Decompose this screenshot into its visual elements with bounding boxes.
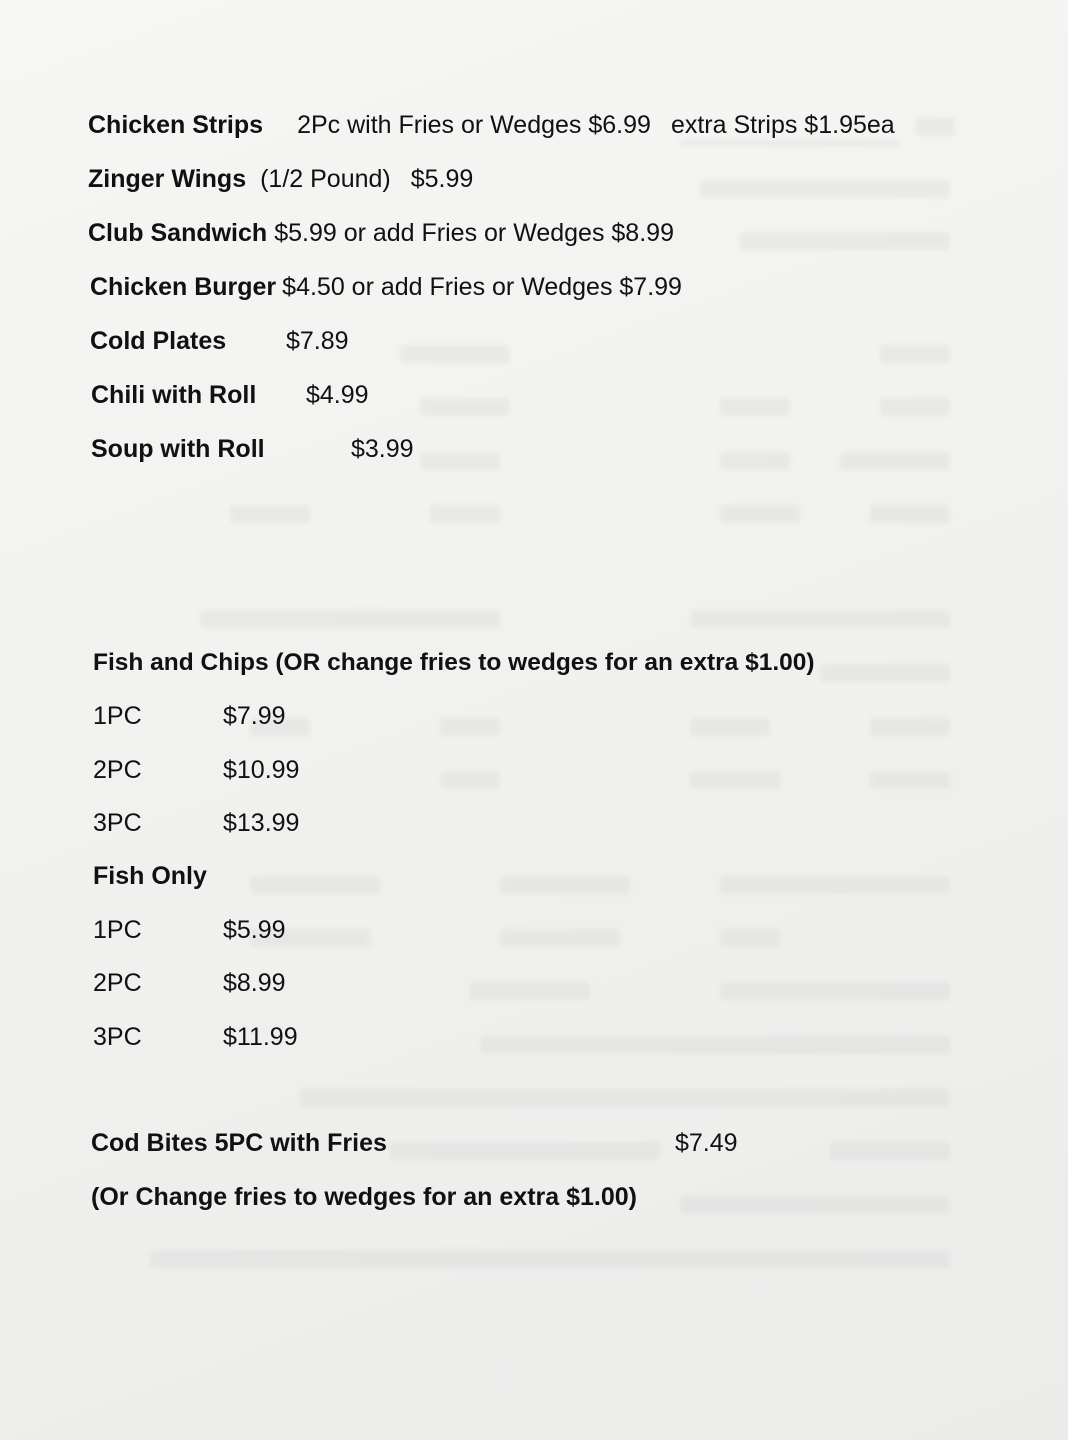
fish-only-row-label: 3PC: [93, 1023, 142, 1051]
cod-bites-name: Cod Bites 5PC with Fries: [91, 1129, 387, 1157]
fish-and-chips-row-price: $10.99: [223, 756, 300, 784]
fish-and-chips-row-label: 2PC: [93, 756, 142, 784]
menu-item-club-sandwich: [88, 217, 674, 249]
fish-and-chips-row-label: 1PC: [93, 702, 142, 730]
item-price: $5.99: [410, 165, 474, 193]
item-name: Zinger Wings: [88, 165, 247, 193]
menu-item-soup-name: Soup with Roll: [91, 435, 265, 463]
item-name: Club Sandwich: [88, 219, 268, 247]
menu-item-zinger-wings: [88, 163, 473, 195]
item-name: Chicken Strips: [88, 111, 264, 139]
fish-only-row-price: $11.99: [223, 1023, 298, 1051]
menu-item-chili-name: Chili with Roll: [91, 381, 257, 409]
fish-and-chips-row-price: $7.99: [223, 702, 286, 730]
fish-and-chips-heading: Fish and Chips (OR change fries to wedges for an extra $1.00): [93, 649, 815, 676]
item-detail: $4.50 or add Fries or Wedges $7.99: [282, 273, 682, 301]
item-detail: $5.99 or add Fries or Wedges $8.99: [274, 219, 674, 247]
item-extra: extra Strips $1.95ea: [670, 111, 895, 139]
item-name: Chicken Burger: [90, 273, 277, 301]
menu-item-chicken-burger: [90, 271, 682, 303]
cod-bites-price: $7.49: [675, 1129, 738, 1157]
item-detail: 2Pc with Fries or Wedges $6.99: [297, 111, 651, 139]
cod-bites-note: (Or Change fries to wedges for an extra $1.00): [91, 1183, 637, 1211]
menu-item-cold-plates-price: $7.89: [286, 327, 349, 355]
item-detail: (1/2 Pound): [260, 165, 391, 193]
menu-item-chicken-strips: [88, 109, 895, 141]
fish-and-chips-row-price: $13.99: [223, 809, 300, 837]
fish-only-row-label: 1PC: [93, 916, 142, 944]
fish-only-heading: Fish Only: [93, 862, 207, 890]
fish-only-row-label: 2PC: [93, 969, 142, 997]
fish-only-row-price: $5.99: [223, 916, 286, 944]
menu-item-cold-plates-name: Cold Plates: [90, 327, 227, 355]
fish-and-chips-row-label: 3PC: [93, 809, 142, 837]
menu-item-chili-price: $4.99: [306, 381, 369, 409]
menu-item-soup-price: $3.99: [351, 435, 414, 463]
fish-only-row-price: $8.99: [223, 969, 286, 997]
